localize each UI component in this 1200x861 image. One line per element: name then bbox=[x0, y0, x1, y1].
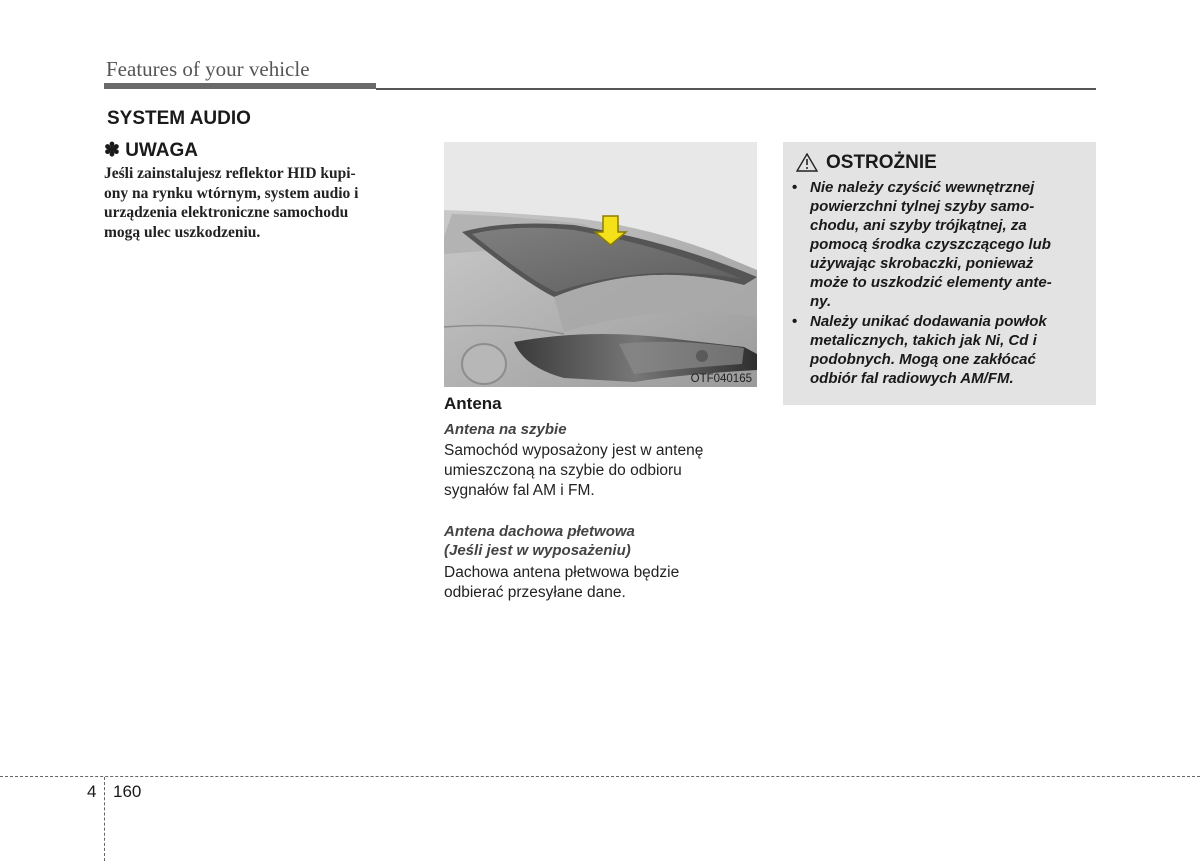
rear-window-illustration bbox=[444, 142, 757, 387]
note-line: ony na rynku wtórnym, system audio i bbox=[104, 184, 359, 202]
caution-line: podobnych. Mogą one zakłócać bbox=[810, 351, 1036, 368]
footer-divider bbox=[0, 776, 1200, 777]
caution-line: chodu, ani szyby trójkątnej, za bbox=[810, 217, 1027, 234]
body-line: Dachowa antena płetwowa będzie bbox=[444, 564, 680, 581]
section-title: SYSTEM AUDIO bbox=[107, 108, 251, 129]
chapter-number: 4 bbox=[87, 782, 97, 801]
footer-vertical-divider bbox=[104, 777, 105, 861]
header-rule-thick bbox=[104, 83, 376, 89]
note-line: mogą ulec uszkodzeniu. bbox=[104, 223, 261, 241]
caution-item bbox=[792, 312, 1088, 388]
figure-code: OTF040165 bbox=[690, 373, 752, 385]
caution-line: pomocą środka czyszczącego lub bbox=[810, 236, 1051, 253]
caution-line: ny. bbox=[810, 293, 832, 310]
note-line: Jeśli zainstalujesz reflektor HID kupi- bbox=[104, 165, 356, 182]
note-symbol-icon: ✽ bbox=[104, 140, 120, 161]
bullet: • bbox=[792, 179, 798, 196]
caution-line: powierzchni tylnej szyby samo- bbox=[810, 198, 1035, 215]
header-rule-thin bbox=[376, 88, 1096, 90]
page-number: 160 bbox=[113, 782, 142, 801]
note-heading-text: UWAGA bbox=[125, 140, 199, 161]
bullet: • bbox=[792, 313, 798, 330]
body-line: umieszczoną na szybie do odbioru bbox=[444, 462, 682, 479]
shark-antenna-body bbox=[444, 563, 756, 603]
antenna-title: Antena bbox=[444, 394, 502, 413]
note-line: urządzenia elektroniczne samochodu bbox=[104, 204, 349, 221]
body-line: Samochód wyposażony jest w antenę bbox=[444, 442, 704, 459]
car-rear-illustration bbox=[444, 142, 757, 387]
caution-line: może to uszkodzić elementy ante- bbox=[810, 274, 1052, 291]
caution-line: używając skrobaczki, ponieważ bbox=[810, 255, 1034, 272]
caution-line: metalicznych, takich jak Ni, Cd i bbox=[810, 332, 1037, 349]
warning-triangle-icon bbox=[796, 153, 818, 172]
caution-title: OSTROŻNIE bbox=[826, 152, 937, 173]
caution-line: Należy unikać dodawania powłok bbox=[810, 313, 1047, 330]
caution-line: odbiór fal radiowych AM/FM. bbox=[810, 370, 1014, 387]
body-line: odbierać przesyłane dane. bbox=[444, 584, 626, 601]
caution-item bbox=[792, 178, 1088, 311]
glass-antenna-body bbox=[444, 441, 756, 501]
heading-line: Antena dachowa płetwowa bbox=[444, 523, 635, 540]
glass-antenna-heading: Antena na szybie bbox=[444, 421, 567, 438]
note-heading bbox=[104, 139, 198, 162]
heading-line: (Jeśli jest w wyposażeniu) bbox=[444, 542, 631, 559]
shark-antenna-heading bbox=[444, 522, 635, 560]
caution-line: Nie należy czyścić wewnętrznej bbox=[810, 179, 1035, 196]
note-body bbox=[104, 164, 417, 242]
header-title: Features of your vehicle bbox=[106, 57, 310, 81]
body-line: sygnałów fal AM i FM. bbox=[444, 482, 595, 499]
caution-list bbox=[792, 178, 1088, 389]
